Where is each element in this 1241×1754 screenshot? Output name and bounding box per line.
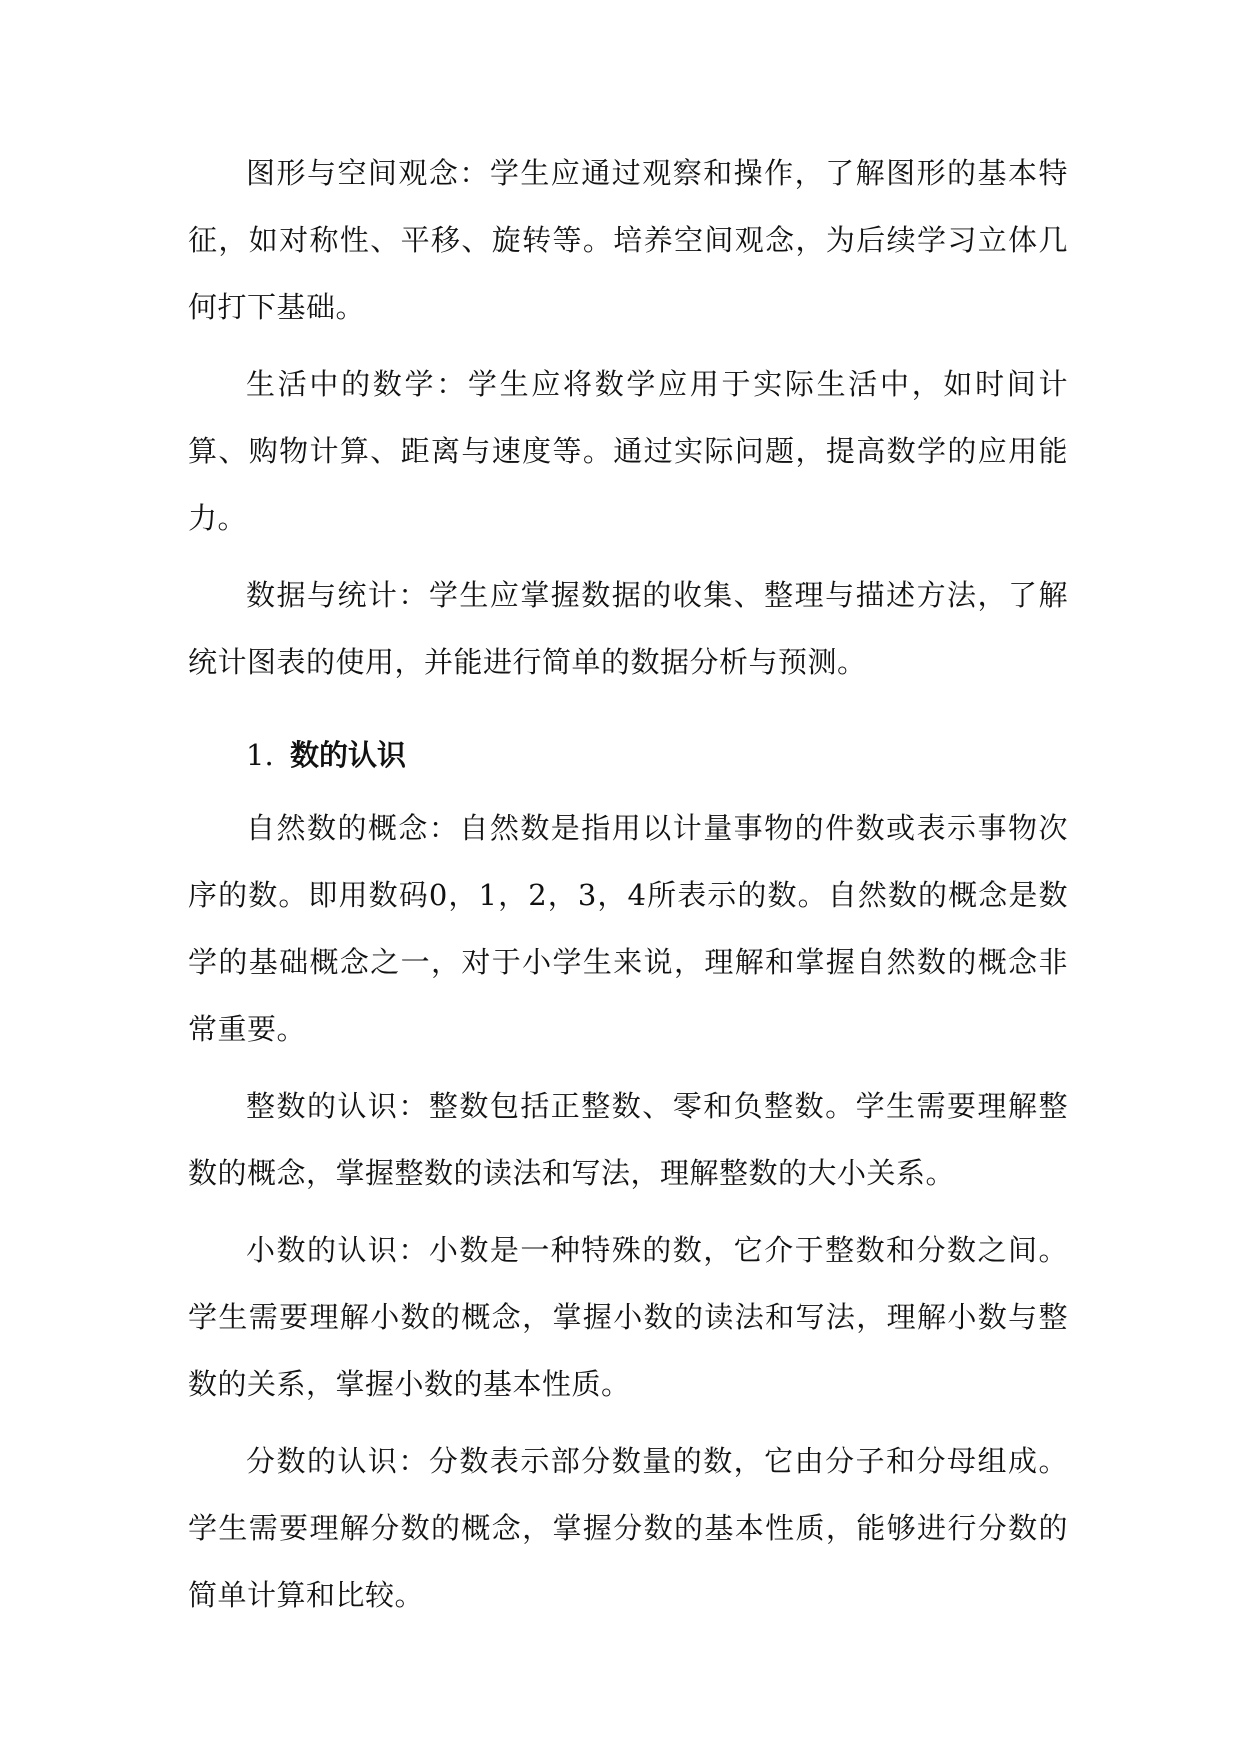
section-heading [188,722,1068,789]
paragraph-natural-numbers: 自然数的概念：自然数是指用以计量事物的件数或表示事物次序的数。即用数码0，1，2，3，4所表示的数。自然数的概念是数学的基础概念之一，对于小学生来说，理解和掌握自然数的概念非常重要。 [188,811,1068,1046]
section-title: 数的认识 [290,738,407,772]
paragraph-integers: 整数的认识：整数包括正整数、零和负整数。学生需要理解整数的概念，掌握整数的读法和写法，理解整数的大小关系。 [188,1089,1068,1190]
paragraph-data-statistics: 数据与统计：学生应掌握数据的收集、整理与描述方法，了解统计图表的使用，并能进行简单的数据分析与预测。 [188,578,1068,679]
paragraph-fractions: 分数的认识：分数表示部分数量的数，它由分子和分母组成。学生需要理解分数的概念，掌握分数的基本性质，能够进行分数的简单计算和比较。 [188,1444,1068,1612]
document-page [188,140,1068,1639]
paragraph-life-math: 生活中的数学：学生应将数学应用于实际生活中，如时间计算、购物计算、距离与速度等。通过实际问题，提高数学的应用能力。 [188,367,1068,535]
paragraph-decimals: 小数的认识：小数是一种特殊的数，它介于整数和分数之间。学生需要理解小数的概念，掌握小数的读法和写法，理解小数与整数的关系，掌握小数的基本性质。 [188,1233,1068,1401]
section-number: 1. [246,738,274,772]
paragraph-shape-space: 图形与空间观念：学生应通过观察和操作，了解图形的基本特征，如对称性、平移、旋转等。培养空间观念，为后续学习立体几何打下基础。 [188,156,1068,324]
